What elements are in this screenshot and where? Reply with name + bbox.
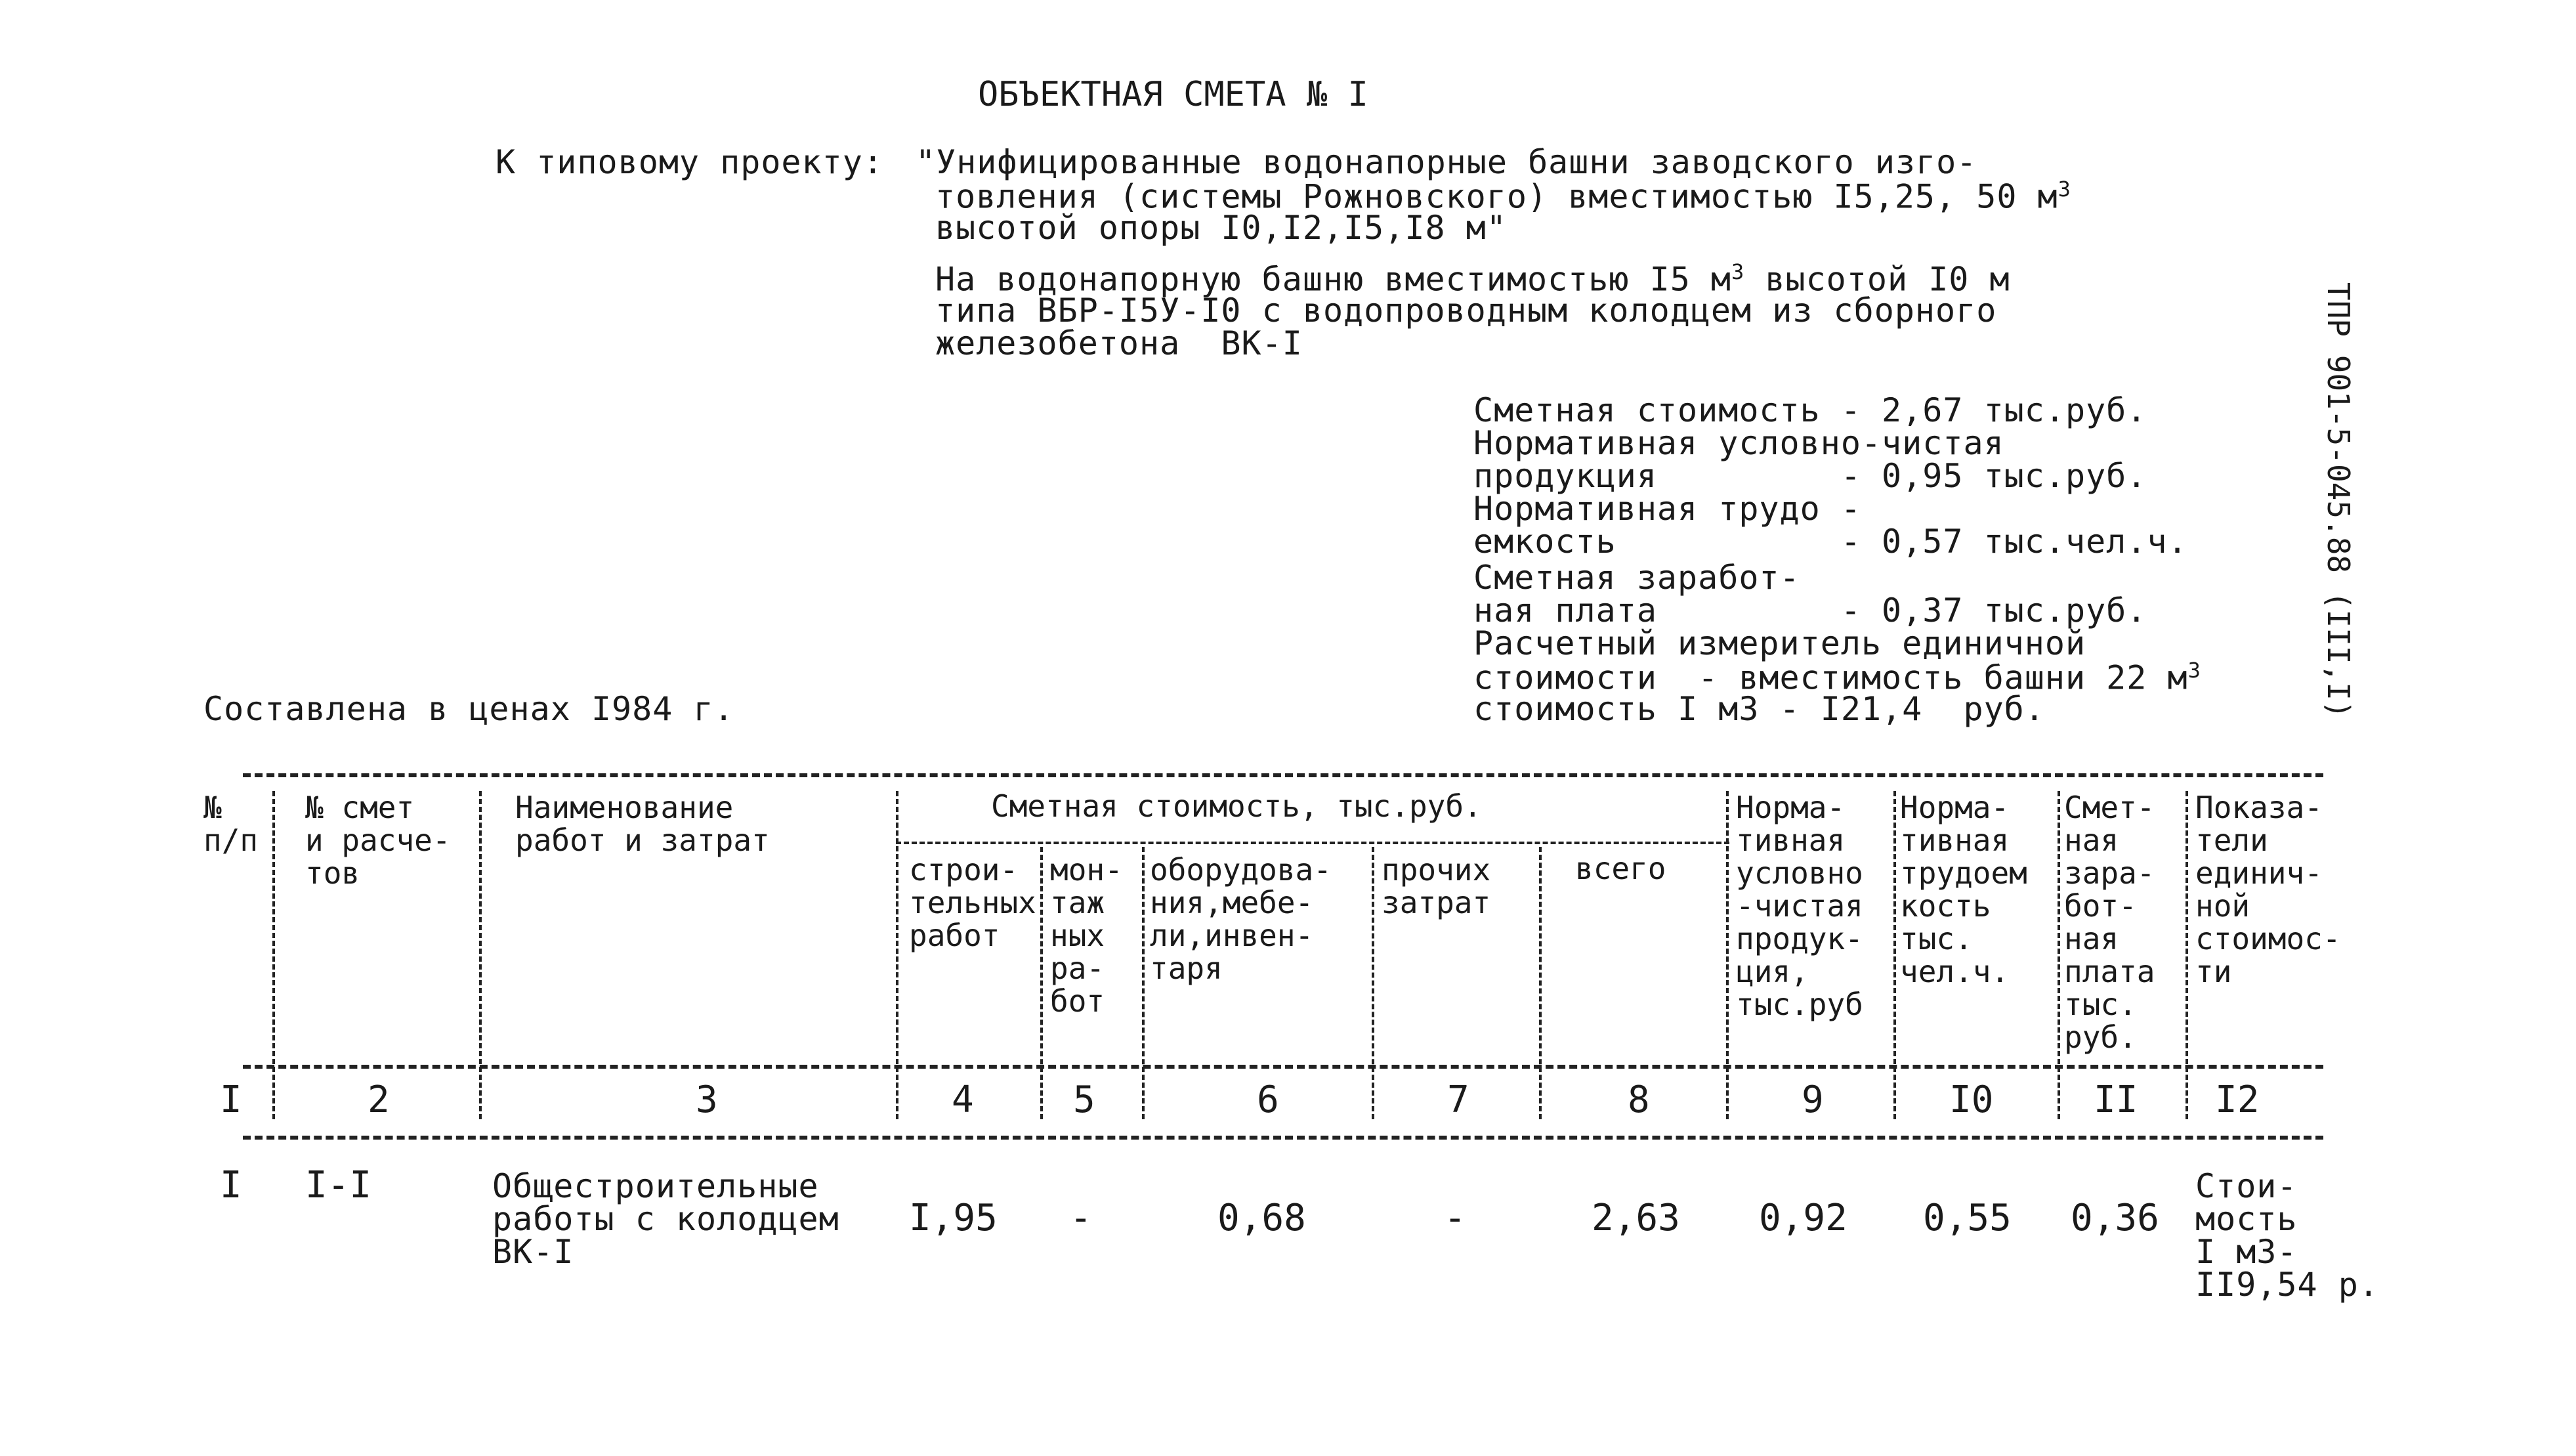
cell-construction: I,95 [909, 1197, 998, 1239]
column-separator [2058, 791, 2060, 1119]
document-stamp: ТПР 901-5-045.88 (III,I) [2321, 282, 2356, 719]
header-labor: Норма- тивная трудоем кость тыс. чел.ч. [1900, 790, 2027, 989]
column-separator [1142, 847, 1145, 1119]
column-number: 6 [1257, 1079, 1279, 1121]
object-line-2: типа ВБР-I5У-I0 с водопроводным колодцем из сборного [935, 291, 1997, 330]
header-net-product: Норма- тивная условно -чистая продук- ция, тыс.руб [1736, 790, 1863, 1022]
header-wages: Смет- ная зара- бот- ная плата тыс. руб. [2064, 790, 2155, 1055]
header-bottom-rule [243, 1065, 2323, 1069]
column-number: 8 [1628, 1079, 1650, 1121]
summary-line: Нормативная трудо - [1473, 490, 1861, 528]
summary-line: емкость - 0,57 тыс.чел.ч. [1473, 523, 2188, 561]
column-separator [1372, 847, 1374, 1119]
project-line-3: высотой опоры I0,I2,I5,I8 м" [935, 209, 1507, 247]
cell-installation: - [1070, 1197, 1092, 1239]
cell-total: 2,63 [1592, 1197, 1680, 1239]
cell-wages: 0,36 [2071, 1197, 2159, 1239]
header-calc: № смет и расче- тов [305, 790, 451, 891]
document-title: ОБЪЕКТНАЯ СМЕТА № I [978, 75, 1368, 114]
summary-line: стоимости - вместимость башни 22 $м^3$ [1473, 658, 2201, 697]
cell-other: - [1444, 1197, 1466, 1239]
summary-line: ная плата - 0,37 тыс.руб. [1473, 591, 2147, 630]
header-num: № п/п [203, 790, 259, 858]
header-other: прочих затрат [1382, 852, 1491, 920]
table-top-rule [243, 773, 2323, 777]
object-line-3: железобетона ВК-I [935, 324, 1303, 362]
column-separator [1726, 791, 1729, 1119]
row-number: I [220, 1164, 242, 1207]
cell-unit-indicator: Стои- мость I м3- II9,54 р. [2195, 1167, 2379, 1304]
row-work-name: Общестроительные работы с колодцем ВК-I [492, 1167, 839, 1271]
column-separator [479, 791, 482, 1119]
summary-line: продукция - 0,95 тыс.руб. [1473, 457, 2147, 495]
header-installation: мон- таж ных ра- бот [1050, 852, 1123, 1019]
object-line-1: На водонапорную башню вместимостью I5 $м^3$ высотой I0 м [935, 259, 2010, 299]
column-separator [896, 791, 898, 1119]
column-number: 5 [1073, 1079, 1095, 1121]
header-group-cost: Сметная стоимость, тыс.руб. [991, 788, 1482, 824]
header-unit-indicators: Показа- тели единич- ной стоимос- ти [2195, 790, 2341, 989]
numbers-bottom-rule [243, 1136, 2323, 1140]
column-number: 2 [368, 1079, 390, 1121]
summary-line: стоимость I м3 - I21,4 руб. [1473, 690, 2045, 728]
row-calc-number: I-I [305, 1164, 372, 1207]
summary-line: Расчетный измеритель единичной [1473, 624, 2086, 662]
column-number: 3 [696, 1079, 718, 1121]
column-number: 7 [1447, 1079, 1469, 1121]
column-number: 9 [1802, 1079, 1824, 1121]
prices-note: Составлена в ценах I984 г. [203, 690, 734, 728]
column-separator [1539, 847, 1542, 1119]
column-number: I [220, 1079, 242, 1121]
summary-line: Сметная стоимость - 2,67 тыс.руб. [1473, 391, 2147, 429]
summary-line: Сметная заработ- [1473, 559, 1800, 597]
header-total: всего [1575, 851, 1666, 886]
column-separator [2185, 791, 2188, 1119]
project-line-1: "Унифицированные водонапорные башни заводского изго- [916, 143, 1977, 181]
cell-labor: 0,55 [1923, 1197, 2012, 1239]
project-line-2: товления (системы Рожновского) вместимостью I5,25, 50 $м^3$ [935, 177, 2071, 216]
project-label: К типовому проекту: [496, 143, 883, 181]
group-rule [896, 842, 1729, 844]
cell-equipment: 0,68 [1217, 1197, 1306, 1239]
cell-net-product: 0,92 [1759, 1197, 1848, 1239]
column-separator [1040, 847, 1043, 1119]
column-number: I2 [2215, 1079, 2260, 1121]
header-equipment: оборудова- ния,мебе- ли,инвен- таря [1150, 852, 1332, 986]
column-number: I0 [1949, 1079, 1994, 1121]
column-number: II [2094, 1079, 2138, 1121]
header-name: Наименование работ и затрат [515, 790, 770, 858]
column-separator [1893, 791, 1896, 1119]
summary-line: Нормативная условно-чистая [1473, 424, 2004, 462]
column-separator [272, 791, 275, 1119]
header-construction: строи- тельных работ [909, 852, 1036, 953]
column-number: 4 [952, 1079, 974, 1121]
